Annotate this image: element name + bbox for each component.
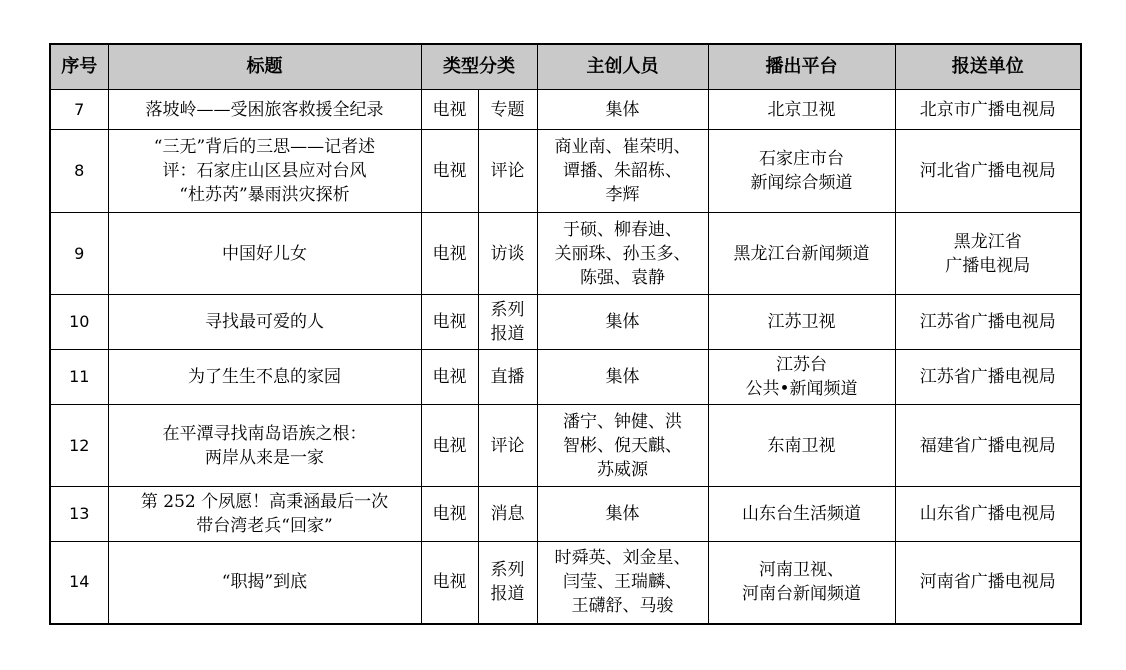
table-row: [50, 130, 1081, 213]
cell-creators: 商业南、崔荣明、 谭播、朱韶栋、 李辉: [537, 130, 708, 213]
cell-category: 系列 报道: [478, 542, 537, 624]
cell-platform: 江苏卫视: [708, 295, 895, 350]
cell-platform: 黑龙江台新闻频道: [708, 213, 895, 295]
cell-no: 10: [50, 295, 108, 350]
cell-unit: 山东省广播电视局: [895, 487, 1081, 542]
header-title: 标题: [108, 44, 421, 90]
cell-unit: 江苏省广播电视局: [895, 350, 1081, 405]
cell-platform: 河南卫视、 河南台新闻频道: [708, 542, 895, 624]
header-row: [50, 44, 1081, 90]
cell-category: 访谈: [478, 213, 537, 295]
cell-title: “三无”背后的三思——记者述 评：石家庄山区县应对台风 “杜苏芮”暴雨洪灾探析: [108, 130, 421, 213]
header-no: 序号: [50, 44, 108, 90]
cell-category: 系列 报道: [478, 295, 537, 350]
table-row: [50, 405, 1081, 487]
cell-category: 消息: [478, 487, 537, 542]
cell-no: 11: [50, 350, 108, 405]
cell-category: 评论: [478, 405, 537, 487]
cell-no: 9: [50, 213, 108, 295]
cell-medium: 电视: [421, 295, 478, 350]
cell-category: 直播: [478, 350, 537, 405]
cell-platform: 山东台生活频道: [708, 487, 895, 542]
cell-platform: 东南卫视: [708, 405, 895, 487]
cell-medium: 电视: [421, 213, 478, 295]
header-platform: 播出平台: [708, 44, 895, 90]
award-table: [49, 43, 1082, 625]
table-row: [50, 213, 1081, 295]
cell-title: 在平潭寻找南岛语族之根： 两岸从来是一家: [108, 405, 421, 487]
cell-category: 专题: [478, 90, 537, 130]
cell-medium: 电视: [421, 350, 478, 405]
cell-title: 中国好儿女: [108, 213, 421, 295]
cell-medium: 电视: [421, 130, 478, 213]
cell-creators: 集体: [537, 487, 708, 542]
cell-unit: 江苏省广播电视局: [895, 295, 1081, 350]
award-table-container: [49, 43, 1082, 625]
cell-unit: 河南省广播电视局: [895, 542, 1081, 624]
cell-title: 第 252 个夙愿！高秉涵最后一次 带台湾老兵“回家”: [108, 487, 421, 542]
cell-title: 落坡岭——受困旅客救援全纪录: [108, 90, 421, 130]
table-row: [50, 542, 1081, 624]
cell-category: 评论: [478, 130, 537, 213]
cell-platform: 石家庄市台 新闻综合频道: [708, 130, 895, 213]
cell-no: 12: [50, 405, 108, 487]
cell-unit: 福建省广播电视局: [895, 405, 1081, 487]
cell-platform: 北京卫视: [708, 90, 895, 130]
cell-no: 8: [50, 130, 108, 213]
cell-medium: 电视: [421, 90, 478, 130]
header-unit: 报送单位: [895, 44, 1081, 90]
cell-no: 13: [50, 487, 108, 542]
table-row: [50, 295, 1081, 350]
header-type: 类型分类: [421, 44, 537, 90]
cell-medium: 电视: [421, 542, 478, 624]
cell-unit: 河北省广播电视局: [895, 130, 1081, 213]
table-row: [50, 350, 1081, 405]
cell-creators: 集体: [537, 295, 708, 350]
cell-creators: 时舜英、刘金星、 闫莹、王瑞麟、 王礴舒、马骏: [537, 542, 708, 624]
cell-title: 为了生生不息的家园: [108, 350, 421, 405]
cell-unit: 黑龙江省 广播电视局: [895, 213, 1081, 295]
cell-medium: 电视: [421, 405, 478, 487]
cell-creators: 于硕、柳春迪、 关丽珠、孙玉多、 陈强、袁静: [537, 213, 708, 295]
table-row: [50, 90, 1081, 130]
cell-unit: 北京市广播电视局: [895, 90, 1081, 130]
table-row: [50, 487, 1081, 542]
header-creators: 主创人员: [537, 44, 708, 90]
cell-creators: 集体: [537, 90, 708, 130]
cell-platform: 江苏台 公共•新闻频道: [708, 350, 895, 405]
cell-medium: 电视: [421, 487, 478, 542]
cell-creators: 潘宁、钟健、洪 智彬、倪天麒、 苏威源: [537, 405, 708, 487]
cell-no: 14: [50, 542, 108, 624]
cell-title: “职揭”到底: [108, 542, 421, 624]
cell-no: 7: [50, 90, 108, 130]
cell-creators: 集体: [537, 350, 708, 405]
cell-title: 寻找最可爱的人: [108, 295, 421, 350]
